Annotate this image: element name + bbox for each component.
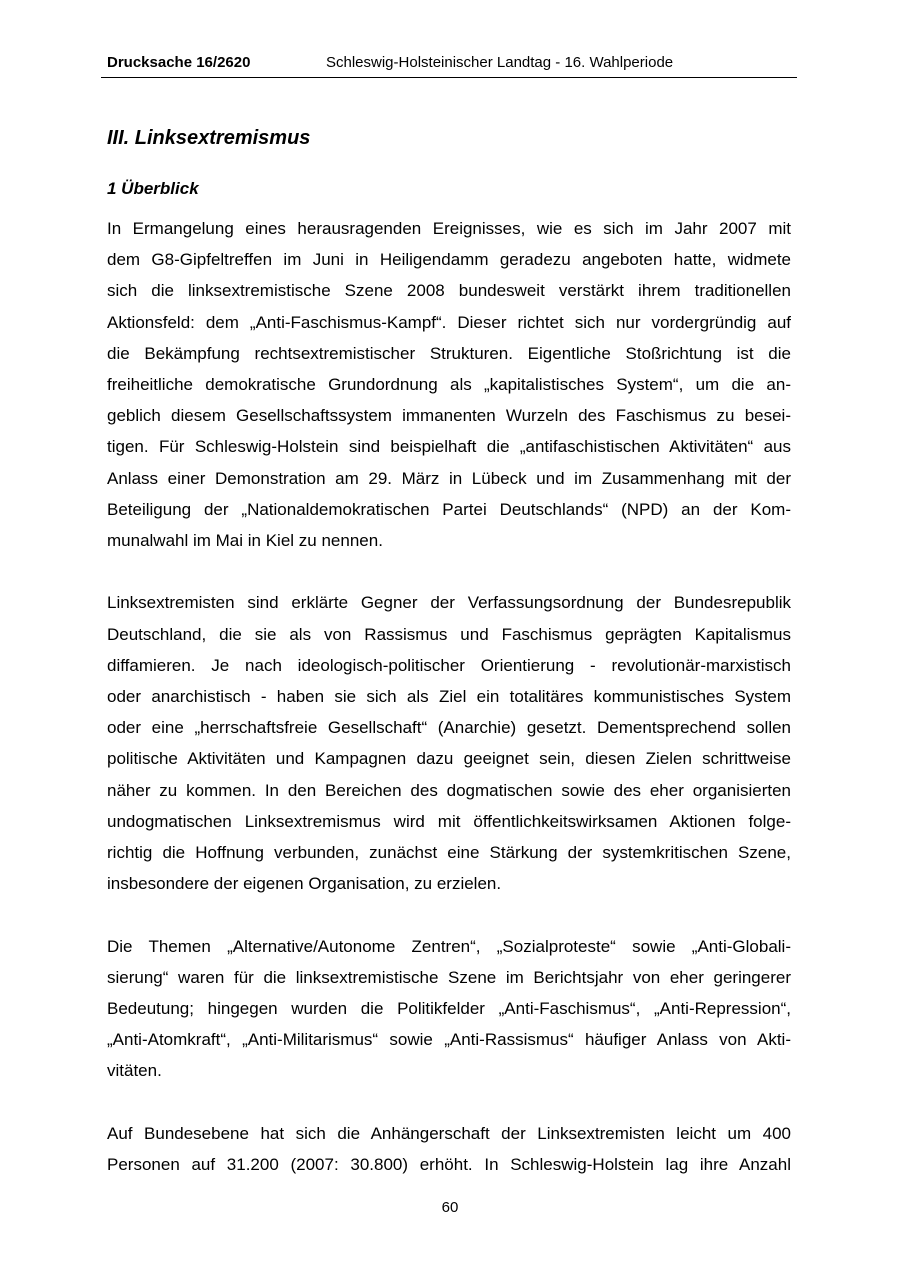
text-line: Aktionsfeld: dem „Anti-Faschismus-Kampf“. Dieser richtet sich nur vordergründig auf (107, 312, 791, 332)
header-title: Schleswig-Holsteinischer Landtag - 16. Wahlperiode (326, 54, 674, 71)
text-line: Auf Bundesebene hat sich die Anhängerschaft der Linksextremisten leicht um 400 (107, 1123, 791, 1143)
text-line: Personen auf 31.200 (2007: 30.800) erhöht. In Schleswig-Holstein lag ihre Anzahl (107, 1155, 791, 1175)
text-line: sierung“ waren für die linksextremistische Szene im Berichtsjahr von eher geringerer (107, 967, 791, 987)
page-header (107, 54, 674, 71)
text-line: Bedeutung; hingegen wurden die Politikfelder „Anti-Faschismus“, „Anti-Repression“, (107, 999, 791, 1019)
text-line: „Anti-Atomkraft“, „Anti-Militarismus“ sowie „Anti-Rassismus“ häufiger Anlass von Akti- (107, 1030, 791, 1050)
text-line: geblich diesem Gesellschaftssystem immanenten Wurzeln des Faschismus zu besei- (107, 406, 791, 426)
text-line: sich die linksextremistische Szene 2008 bundesweit verstärkt ihrem traditionellen (107, 281, 791, 301)
paragraph (107, 1118, 791, 1180)
paragraph (107, 213, 791, 556)
paragraph (107, 931, 791, 1087)
text-line: insbesondere der eigenen Organisation, zu erzielen. (107, 874, 502, 894)
text-line: näher zu kommen. In den Bereichen des dogmatischen sowie des eher organisierten (107, 780, 791, 800)
text-line: oder eine „herrschaftsfreie Gesellschaft“ (Anarchie) gesetzt. Dementsprechend sollen (107, 718, 791, 738)
header-divider (101, 77, 797, 78)
text-line: freiheitliche demokratische Grundordnung als „kapitalistisches System“, um die an- (107, 375, 791, 395)
text-line: Linksextremisten sind erklärte Gegner der Verfassungsordnung der Bundesrepublik (107, 593, 791, 613)
text-line: Deutschland, die sie als von Rassismus und Faschismus geprägten Kapitalismus (107, 624, 791, 644)
text-line: dem G8-Gipfeltreffen im Juni in Heiligendamm geradezu angeboten hatte, widmete (107, 250, 791, 270)
body-text (107, 213, 791, 1211)
text-line: In Ermangelung eines herausragenden Ereignisses, wie es sich im Jahr 2007 mit (107, 219, 791, 238)
text-line: oder anarchistisch - haben sie sich als Ziel ein totalitäres kommunistisches System (107, 687, 791, 707)
text-line: vitäten. (107, 1061, 162, 1081)
text-line: politische Aktivitäten und Kampagnen dazu geeignet sein, diesen Zielen schrittweise (107, 749, 791, 769)
section-heading: 1 Überblick (107, 179, 199, 198)
page-number: 60 (441, 1199, 459, 1216)
paragraph (107, 587, 791, 899)
text-line: Anlass einer Demonstration am 29. März in Lübeck und im Zusammenhang mit der (107, 468, 791, 488)
chapter-heading: III. Linksextremismus (107, 127, 311, 149)
text-line: die Bekämpfung rechtsextremistischer Strukturen. Eigentliche Stoßrichtung ist die (107, 343, 791, 363)
text-line: undogmatischen Linksextremismus wird mit öffentlichkeitswirksamen Aktionen folge- (107, 811, 791, 831)
text-line: tigen. Für Schleswig-Holstein sind beispielhaft die „antifaschistischen Aktivitäten“ aus (107, 437, 791, 457)
text-line: Die Themen „Alternative/Autonome Zentren“, „Sozialproteste“ sowie „Anti-Globali- (107, 936, 791, 956)
text-line: munalwahl im Mai in Kiel zu nennen. (107, 531, 383, 551)
text-line: Beteiligung der „Nationaldemokratischen Partei Deutschlands“ (NPD) an der Kom- (107, 499, 791, 519)
text-line: richtig die Hoffnung verbunden, zunächst eine Stärkung der systemkritischen Szene, (107, 843, 791, 863)
document-number: Drucksache 16/2620 (107, 54, 251, 71)
text-line: diffamieren. Je nach ideologisch-politischer Orientierung - revolutionär-marxistisch (107, 655, 791, 675)
